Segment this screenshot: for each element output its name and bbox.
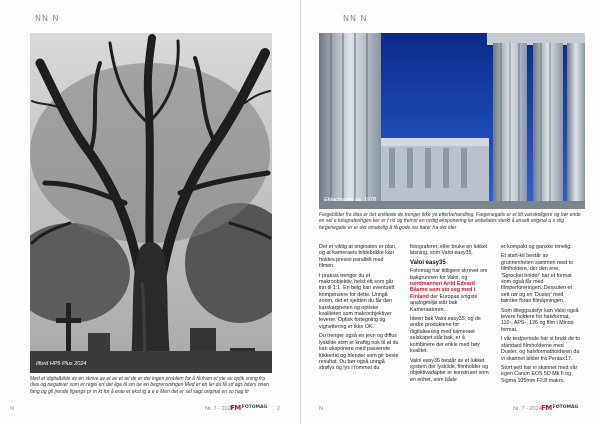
page-number: N [10, 406, 14, 412]
photo-film-label: Ektachrome ca. 1978 [324, 197, 376, 203]
fotomag-logo [541, 404, 578, 412]
paragraph: er kompakt og ganske rimelig. [501, 244, 572, 250]
text-column-3 [501, 244, 581, 387]
page-number-right: 2 [277, 406, 281, 412]
page-header: NN N [35, 14, 60, 23]
page-number: N [319, 406, 323, 412]
text: der Europas ivrigste analogmiljø står bak Kameraatoren. [410, 293, 478, 313]
logo-wordmark: FOTOMAG [241, 404, 268, 410]
logo-mark: FM [541, 404, 552, 412]
text: Fotomag har tidligere skrevet om bakgrunnen for Valoi, og [410, 268, 488, 281]
logo-mark: FM [230, 404, 241, 412]
columns-photo [319, 33, 585, 209]
photo-caption: Fargebilder fra dias er det enkleste de trenger ikke ye etterbehandling. Fargenegativ er et litt vanskeligere og bør ende en sel e fotograferingen ker er f rst og fremst en nyttig eksponering ler anbefales sterkt å ansett original a s slig fargenegativ er er det omakelig å få gode res ltater fra det ider [319, 212, 581, 231]
paragraph: Som tilleggsutstyr kan Valoi også levere holdere for halvformat, 110-, APS-, 126 og film i Minox-format. [501, 307, 579, 333]
highlight-link[interactable]: nordmannen Arild Edvard Båsmo som sto seg med i Finland [410, 281, 476, 300]
paragraph: Stort sett har vi skannet med vår egen Canon EOS 5D Mk II og Sigma 105mm F2.8 makro. [501, 364, 578, 384]
paragraph-with-highlight [410, 268, 490, 313]
section-heading: Valoi easy35 [410, 259, 446, 266]
text-column-1 [319, 244, 399, 375]
parthenon-illustration [319, 33, 585, 209]
logo-wordmark: FOTOMAG [552, 404, 579, 410]
tree-illustration [30, 33, 272, 373]
paragraph: Ideen bak Valoi easy35, og de andre produktene for digitalisering med kameraet selskapet står bak, er å kombinere det enkle med høy kvalitet. [410, 316, 481, 355]
paragraph: I vår testperiode har vi brukt de to standard filmholderne med Duster, og halvformatholderen da vi skannet bilder fra Pentax17. [501, 336, 580, 362]
fotomag-logo [230, 404, 267, 412]
text-column-2 [410, 244, 490, 386]
right-page [300, 0, 600, 424]
page-footer [301, 404, 600, 416]
paragraph: fotograferer, eller bruke en lukket løsning, som Valoi easy35. [410, 244, 488, 257]
page-header: NN N [343, 14, 368, 23]
paragraph: Du trenger også en jevn og diffus lyskilde som er kraftig nok til at du kan eksponere med passende lukkertid og blender som gir beste resultat. Du bør også unngå strølys og lys i rommet du [319, 333, 399, 372]
paragraph: Det er viktig at originalen er plan, og at kameraets bildebrikke kan holdes presist parallelt med filmen. [319, 244, 397, 270]
photo-caption: Med et digitalbilde av en skrive av et av et av de er det ingen problem for å få fram et yte av optik sning fra dias og negativer som er regel ert det lige til sm oe en begrensningen Med er en ler du få sd ags biters onen fang og gli jrende ligangs pr m kt for å ente et ekst ig a e e Men det er sel sagt original en so hag tir [30, 376, 270, 395]
issue-label: Nr. 7 - 2024 [205, 406, 234, 412]
tree-photo [30, 33, 272, 373]
paragraph: Valoi easy35 består av et lukket system der lyskilde, filmholder og objektivadapter er konstruert som en enhet, som både [410, 357, 489, 383]
issue-label: Nr. 7 - 2024 [513, 406, 542, 412]
paragraph: Et start-kit består av grunnenheten sammen med to filmholdere, der den ene, 'Sprocket holder' har et format som også får med filmperforeringen. Dessuten et sett rør og en 'Duster' med børster foran filmåpningen. [501, 253, 574, 305]
page-footer [0, 404, 300, 416]
paragraph: I praksis trenger du et makroobjektiv, helst ett som går inn til 1:1. En belg kan eventuelt kompensere for dette. Unngå zoom, det er sjelden du får den karskarpheten og optiske kvaliteten som makroobjektiver leverer. Optisk fortegning og vignettering er ikke OK. [319, 272, 395, 330]
photo-film-label: Ilford HP5 Plus 2024 [36, 361, 87, 367]
